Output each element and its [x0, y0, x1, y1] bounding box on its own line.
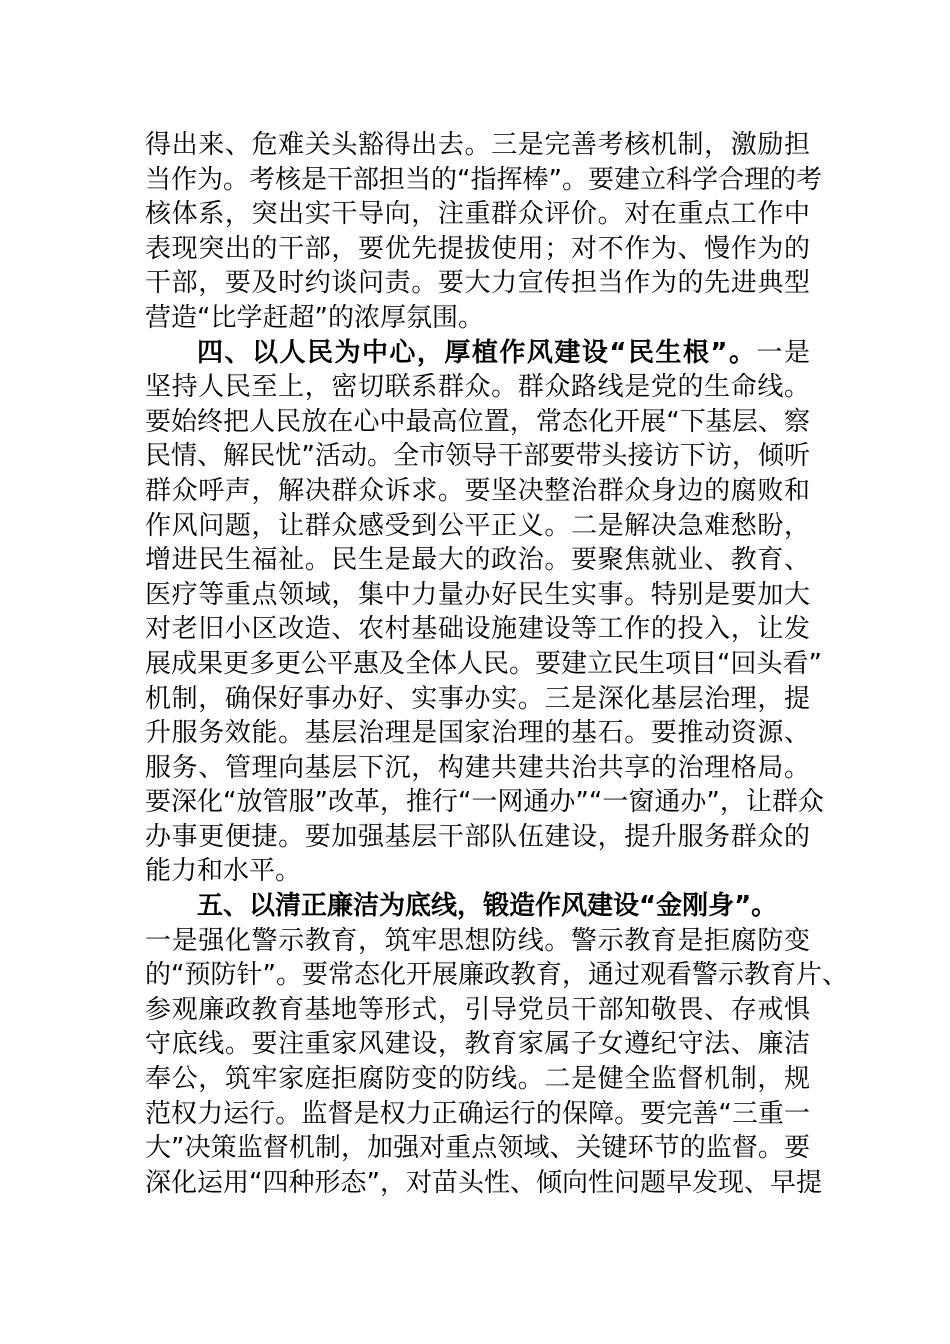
paragraph-3-line: 深化运用“四种形态”，对苗头性、倾向性问题早发现、早提	[145, 1167, 822, 1198]
paragraph-2-line: 要深化“放管服”改革，推行“一网通办”“一窗通办”，让群众	[145, 787, 824, 818]
paragraph-2-line: 医疗等重点领域，集中力量办好民生实事。特别是要加大	[145, 579, 810, 610]
paragraph-2-line: 作风问题，让群众感受到公平正义。二是解决急难愁盼，	[145, 510, 810, 541]
paragraph-2-line: 服务、管理向基层下沉，构建共建共治共享的治理格局。	[145, 752, 810, 783]
paragraph-1-line-3: 核体系，突出实干导向，注重群众评价。对在重点工作中	[145, 199, 810, 230]
section-five-heading: 五、以清正廉洁为底线，锻造作风建设“金刚身”。	[197, 891, 778, 922]
paragraph-2-line: 群众呼声，解决群众诉求。要坚决整治群众身边的腐败和	[145, 475, 810, 506]
paragraph-3-line: 参观廉政教育基地等形式，引导党员干部知敬畏、存戒惧	[145, 994, 810, 1025]
paragraph-3-line: 的“预防针”。要常态化开展廉政教育，通过观看警示教育片、	[145, 960, 848, 991]
paragraph-1-line-1: 得出来、危难关头豁得出去。三是完善考核机制，激励担	[145, 130, 810, 160]
paragraph-3-line: 大”决策监督机制，加强对重点领域、关键环节的监督。要	[145, 1133, 810, 1164]
paragraph-3-line: 奉公，筑牢家庭拒腐防变的防线。二是健全监督机制，规	[145, 1064, 810, 1095]
paragraph-2-line: 办事更便捷。要加强基层干部队伍建设，提升服务群众的	[145, 821, 810, 852]
paragraph-2-line: 要始终把人民放在心中最高位置，常态化开展“下基层、察	[145, 406, 810, 437]
paragraph-2-line: 增进民生福祉。民生是最大的政治。要聚焦就业、教育、	[145, 545, 810, 576]
paragraph-3-line: 范权力运行。监督是权力正确运行的保障。要完善“三重一	[145, 1098, 810, 1129]
paragraph-2-line: 对老旧小区改造、农村基础设施建设等工作的投入，让发	[145, 614, 810, 645]
paragraph-3-line: 守底线。要注重家风建设，教育家属子女遵纪守法、廉洁	[145, 1029, 810, 1060]
section-four-first-line	[145, 336, 810, 371]
paragraph-1-line-6: 营造“比学赶超”的浓厚氛围。	[145, 302, 484, 333]
paragraph-1-line-2: 当作为。考核是干部担当的“指挥棒”。要建立科学合理的考	[145, 164, 822, 195]
section-four-first-line-rest: 一是	[756, 337, 810, 368]
paragraph-1-line-4: 表现突出的干部，要优先提拔使用；对不作为、慢作为的	[145, 233, 810, 264]
paragraph-2-line: 机制，确保好事办好、实事办实。三是深化基层治理，提	[145, 683, 810, 714]
paragraph-1-line-5: 干部，要及时约谈问责。要大力宣传担当作为的先进典型	[145, 268, 810, 299]
paragraph-2-line: 升服务效能。基层治理是国家治理的基石。要推动资源、	[145, 718, 810, 749]
document-body	[145, 128, 848, 1200]
paragraph-3-line: 一是强化警示教育，筑牢思想防线。警示教育是拒腐防变	[145, 925, 810, 956]
section-four-heading: 四、以人民为中心，厚植作风建设“民生根”。	[197, 337, 757, 368]
paragraph-2-line: 展成果更多更公平惠及全体人民。要建立民生项目“回头看”	[145, 648, 822, 679]
section-five-first-line	[145, 889, 810, 924]
paragraph-2-line: 能力和水平。	[145, 856, 302, 887]
paragraph-2-line: 坚持人民至上，密切联系群众。群众路线是党的生命线。	[145, 372, 810, 403]
paragraph-2-line: 民情、解民忧”活动。全市领导干部要带头接访下访，倾听	[145, 441, 810, 472]
